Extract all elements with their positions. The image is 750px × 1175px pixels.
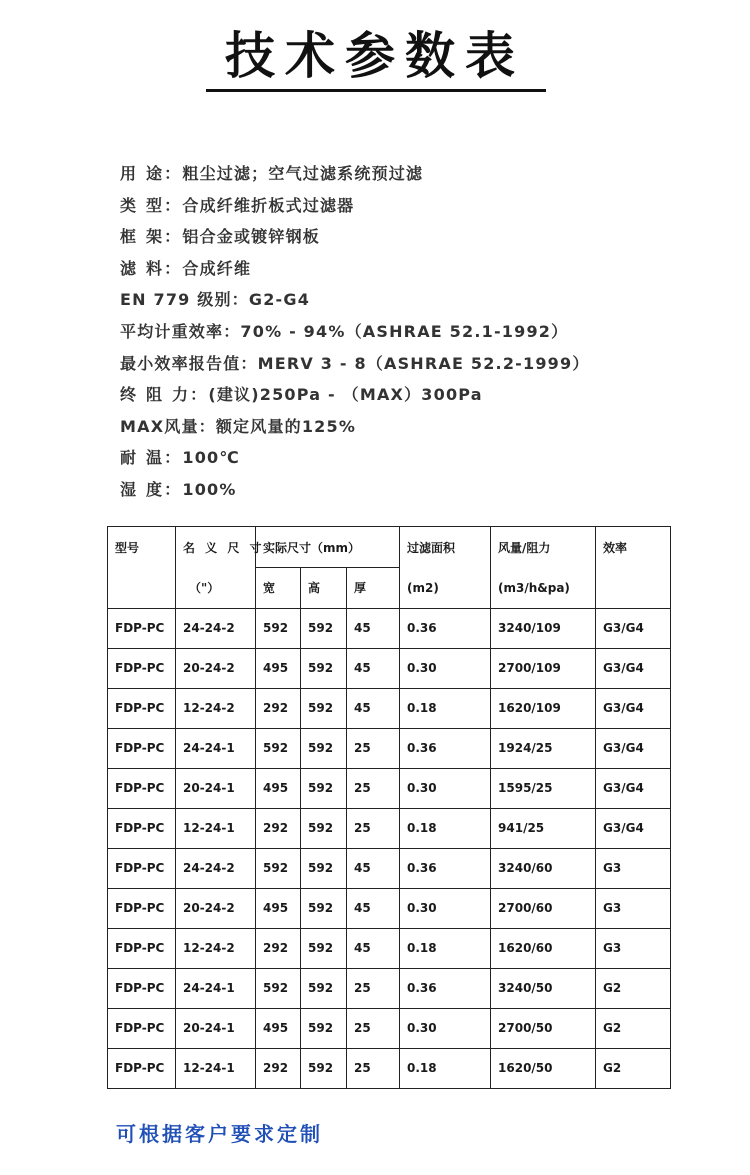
cell-airflow-resistance: 3240/109	[491, 608, 596, 648]
cell-efficiency: G2	[596, 1008, 671, 1048]
header-actual-size: 实际尺寸（mm）	[256, 527, 400, 568]
cell-model: FDP-PC	[108, 1048, 176, 1088]
cell-airflow-resistance: 1620/50	[491, 1048, 596, 1088]
cell-height: 592	[301, 888, 347, 928]
spec-label: 平均计重效率：	[120, 321, 241, 341]
spec-value: 100%	[182, 479, 237, 499]
cell-model: FDP-PC	[108, 848, 176, 888]
cell-width: 292	[256, 928, 301, 968]
table-row	[108, 888, 671, 928]
cell-model: FDP-PC	[108, 728, 176, 768]
header-model-cont	[108, 568, 176, 609]
header-efficiency: 效率	[596, 527, 671, 568]
spec-usage	[120, 158, 720, 190]
cell-width: 495	[256, 1008, 301, 1048]
spec-value: 70% - 94%（ASHRAE 52.1-1992）	[240, 321, 569, 341]
spec-temperature	[120, 442, 720, 474]
cell-efficiency: G3/G4	[596, 688, 671, 728]
customization-note: 可根据客户要求定制	[116, 1122, 323, 1146]
spec-humidity	[120, 474, 720, 506]
cell-nominal-size: 20-24-2	[176, 888, 256, 928]
cell-model: FDP-PC	[108, 768, 176, 808]
cell-model: FDP-PC	[108, 808, 176, 848]
cell-depth: 45	[347, 888, 400, 928]
cell-nominal-size: 12-24-1	[176, 1048, 256, 1088]
spec-max-airflow	[120, 411, 720, 443]
header-model: 型号	[108, 527, 176, 568]
cell-filter-area: 0.36	[400, 968, 491, 1008]
cell-nominal-size: 12-24-1	[176, 808, 256, 848]
cell-airflow-resistance: 941/25	[491, 808, 596, 848]
cell-airflow-resistance: 1595/25	[491, 768, 596, 808]
cell-filter-area: 0.30	[400, 648, 491, 688]
cell-airflow-resistance: 1620/60	[491, 928, 596, 968]
cell-model: FDP-PC	[108, 608, 176, 648]
header-width: 宽	[256, 568, 301, 609]
cell-filter-area: 0.30	[400, 768, 491, 808]
cell-height: 592	[301, 1048, 347, 1088]
cell-model: FDP-PC	[108, 648, 176, 688]
cell-width: 592	[256, 728, 301, 768]
cell-width: 495	[256, 888, 301, 928]
cell-efficiency: G3/G4	[596, 648, 671, 688]
cell-airflow-resistance: 1924/25	[491, 728, 596, 768]
cell-model: FDP-PC	[108, 928, 176, 968]
table-row	[108, 768, 671, 808]
header-filter-area-unit: (m2)	[400, 568, 491, 609]
cell-efficiency: G3/G4	[596, 808, 671, 848]
cell-depth: 45	[347, 928, 400, 968]
cell-airflow-resistance: 2700/50	[491, 1008, 596, 1048]
cell-airflow-resistance: 2700/60	[491, 888, 596, 928]
spec-label: EN 779 级别：	[120, 290, 249, 310]
table-row	[108, 968, 671, 1008]
cell-nominal-size: 12-24-2	[176, 928, 256, 968]
cell-nominal-size: 20-24-2	[176, 648, 256, 688]
spec-label: MAX风量：	[120, 416, 216, 436]
table-row	[108, 1008, 671, 1048]
cell-nominal-size: 24-24-1	[176, 968, 256, 1008]
cell-width: 495	[256, 768, 301, 808]
spec-value: 铝合金或镀锌钢板	[182, 227, 320, 247]
spec-value: MERV 3 - 8（ASHRAE 52.2-1999）	[257, 353, 590, 373]
table-row	[108, 648, 671, 688]
cell-height: 592	[301, 608, 347, 648]
cell-height: 592	[301, 848, 347, 888]
table-row	[108, 608, 671, 648]
table-row	[108, 728, 671, 768]
cell-efficiency: G3	[596, 928, 671, 968]
cell-width: 292	[256, 688, 301, 728]
cell-nominal-size: 20-24-1	[176, 1008, 256, 1048]
spec-label: 终 阻 力：	[120, 385, 209, 405]
cell-depth: 25	[347, 768, 400, 808]
header-nominal-unit-label: （"）	[189, 581, 220, 595]
cell-height: 592	[301, 1008, 347, 1048]
cell-depth: 25	[347, 728, 400, 768]
cell-depth: 25	[347, 968, 400, 1008]
cell-depth: 45	[347, 688, 400, 728]
spec-value: 合成纤维	[182, 258, 252, 278]
spec-label: 用 途：	[120, 164, 183, 183]
cell-width: 292	[256, 808, 301, 848]
table-row	[108, 688, 671, 728]
cell-nominal-size: 24-24-2	[176, 848, 256, 888]
cell-model: FDP-PC	[108, 688, 176, 728]
spec-merv	[120, 348, 720, 380]
header-depth: 厚	[347, 568, 400, 609]
cell-efficiency: G3/G4	[596, 768, 671, 808]
spec-value: 合成纤维折板式过滤器	[182, 195, 355, 215]
cell-height: 592	[301, 768, 347, 808]
spec-frame	[120, 221, 720, 253]
spec-value: G2-G4	[248, 290, 311, 310]
cell-nominal-size: 24-24-1	[176, 728, 256, 768]
cell-depth: 25	[347, 1048, 400, 1088]
spec-value: 粗尘过滤；空气过滤系统预过滤	[182, 164, 424, 183]
cell-airflow-resistance: 3240/50	[491, 968, 596, 1008]
header-height: 高	[301, 568, 347, 609]
header-airflow: 风量/阻力	[491, 527, 596, 568]
table-subheader-row	[108, 568, 671, 609]
header-efficiency-cont	[596, 568, 671, 609]
table-body	[108, 527, 671, 1089]
spec-arrestance	[120, 316, 720, 348]
cell-model: FDP-PC	[108, 888, 176, 928]
table-row	[108, 808, 671, 848]
spec-label: 湿 度：	[120, 479, 183, 499]
spec-value: (建议)250Pa - （MAX）300Pa	[208, 385, 483, 405]
cell-filter-area: 0.36	[400, 728, 491, 768]
spec-type	[120, 190, 720, 222]
cell-filter-area: 0.18	[400, 928, 491, 968]
cell-efficiency: G2	[596, 1048, 671, 1088]
cell-height: 592	[301, 688, 347, 728]
cell-depth: 45	[347, 608, 400, 648]
cell-nominal-size: 20-24-1	[176, 768, 256, 808]
header-nominal-size-label: 名 义 尺 寸	[183, 540, 265, 555]
cell-airflow-resistance: 3240/60	[491, 848, 596, 888]
table-row	[108, 848, 671, 888]
cell-nominal-size: 12-24-2	[176, 688, 256, 728]
spec-value: 额定风量的125%	[215, 416, 357, 436]
spec-final-resistance	[120, 379, 720, 411]
cell-efficiency: G3	[596, 848, 671, 888]
cell-filter-area: 0.18	[400, 1048, 491, 1088]
cell-filter-area: 0.36	[400, 848, 491, 888]
cell-efficiency: G3	[596, 888, 671, 928]
cell-width: 592	[256, 848, 301, 888]
spec-label: 耐 温：	[120, 448, 183, 468]
cell-nominal-size: 24-24-2	[176, 608, 256, 648]
cell-height: 592	[301, 648, 347, 688]
cell-efficiency: G3/G4	[596, 728, 671, 768]
cell-filter-area: 0.18	[400, 688, 491, 728]
cell-width: 292	[256, 1048, 301, 1088]
spec-media	[120, 253, 720, 285]
cell-depth: 25	[347, 808, 400, 848]
cell-filter-area: 0.30	[400, 1008, 491, 1048]
spec-list	[120, 158, 720, 506]
header-airflow-unit: (m3/h&pa)	[491, 568, 596, 609]
cell-width: 592	[256, 968, 301, 1008]
cell-airflow-resistance: 1620/109	[491, 688, 596, 728]
parameter-table	[107, 526, 671, 1089]
cell-efficiency: G3/G4	[596, 608, 671, 648]
table-header-row	[108, 527, 671, 568]
spec-label: 框 架：	[120, 227, 183, 247]
header-nominal-size	[176, 527, 265, 568]
cell-height: 592	[301, 928, 347, 968]
cell-height: 592	[301, 808, 347, 848]
cell-filter-area: 0.36	[400, 608, 491, 648]
spec-en779-class	[120, 284, 720, 316]
cell-airflow-resistance: 2700/109	[491, 648, 596, 688]
header-filter-area: 过滤面积	[400, 527, 491, 568]
table-row	[108, 928, 671, 968]
cell-depth: 45	[347, 648, 400, 688]
cell-height: 592	[301, 728, 347, 768]
cell-height: 592	[301, 968, 347, 1008]
header-nominal-unit	[176, 568, 256, 609]
table-row	[108, 1048, 671, 1088]
page-title: 技术参数表	[225, 27, 525, 85]
cell-depth: 45	[347, 848, 400, 888]
cell-efficiency: G2	[596, 968, 671, 1008]
spec-label: 最小效率报告值：	[120, 353, 258, 373]
cell-width: 592	[256, 608, 301, 648]
cell-model: FDP-PC	[108, 968, 176, 1008]
spec-label: 类 型：	[120, 195, 183, 215]
cell-model: FDP-PC	[108, 1008, 176, 1048]
cell-width: 495	[256, 648, 301, 688]
spec-label: 滤 料：	[120, 258, 183, 278]
spec-value: 100℃	[182, 448, 240, 468]
cell-filter-area: 0.30	[400, 888, 491, 928]
cell-depth: 25	[347, 1008, 400, 1048]
cell-filter-area: 0.18	[400, 808, 491, 848]
title-underline	[206, 89, 546, 92]
